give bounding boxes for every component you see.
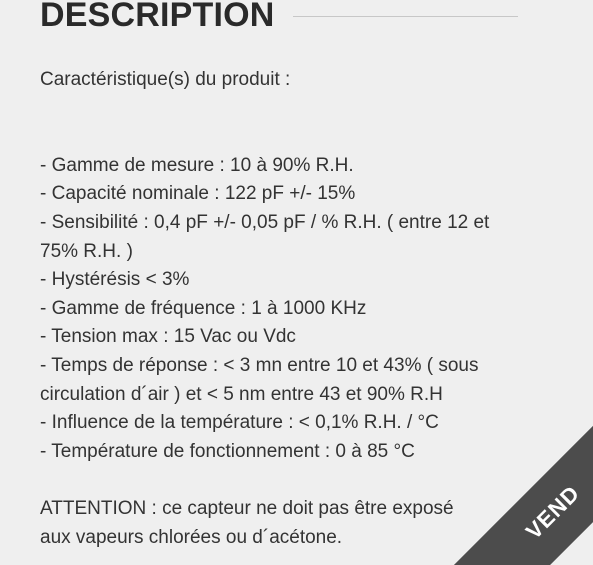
feature-line: - Capacité nominale : 122 pF +/- 15% (40, 183, 356, 205)
title-divider (293, 16, 518, 17)
corner-ribbon (440, 410, 593, 565)
feature-line: - Température de fonctionnement : 0 à 85 °C (40, 440, 415, 462)
paragraph-gap (40, 95, 532, 152)
feature-line: - Gamme de fréquence : 1 à 1000 KHz (40, 297, 367, 319)
feature-line: 75% R.H. ) (40, 240, 133, 262)
feature-line: - Gamme de mesure : 10 à 90% R.H. (40, 154, 354, 176)
warning-line: ATTENTION : ce capteur ne doit pas être exposé (40, 497, 454, 519)
feature-line: - Temps de réponse : < 3 mn entre 10 et 43% ( sous (40, 354, 479, 376)
intro-text: Caractéristique(s) du produit : (40, 69, 291, 90)
ribbon-band (440, 410, 593, 565)
description-title: DESCRIPTION (40, 0, 275, 34)
feature-line: - Hystérésis < 3% (40, 269, 190, 291)
warning-line: aux vapeurs chlorées ou d´acétone. (40, 526, 343, 548)
feature-line: - Influence de la température : < 0,1% R.H. / °C (40, 412, 439, 434)
feature-line: - Tension max : 15 Vac ou Vdc (40, 326, 296, 348)
feature-line: circulation d´air ) et < 5 nm entre 43 et 90% R.H (40, 383, 443, 405)
description-header (40, 0, 518, 34)
feature-line: - Sensibilité : 0,4 pF +/- 0,05 pF / % R.H. ( entre 12 et (40, 211, 490, 233)
ribbon-label: VEND (520, 480, 585, 545)
